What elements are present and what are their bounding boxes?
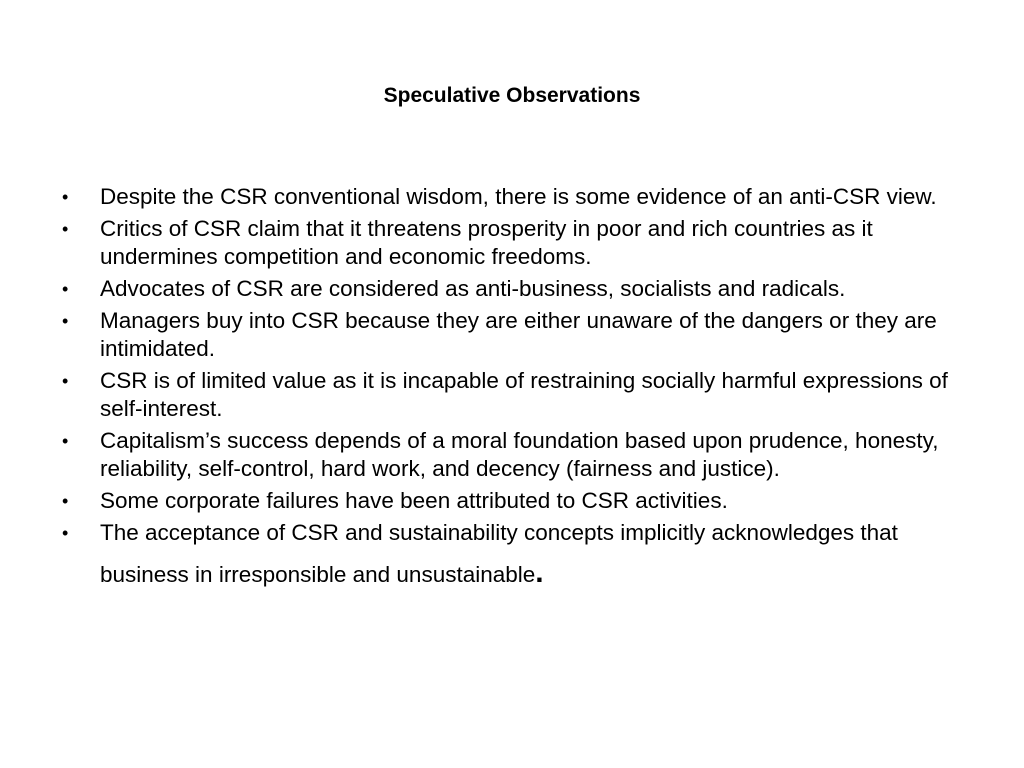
bullet-icon: • xyxy=(62,279,69,299)
bullet-text: Some corporate failures have been attributed to CSR activities. xyxy=(100,488,728,513)
bullet-text: CSR is of limited value as it is incapable of restraining socially harmful expressions of self-interest. xyxy=(100,368,948,421)
list-item xyxy=(60,367,970,423)
list-item xyxy=(60,275,970,303)
bullet-text-last xyxy=(100,513,970,595)
bullet-text: Advocates of CSR are considered as anti-business, socialists and radicals. xyxy=(100,276,846,301)
bullet-text: Managers buy into CSR because they are either unaware of the dangers or they are intimidated. xyxy=(100,308,937,361)
bullet-text: Capitalism’s success depends of a moral foundation based upon prudence, honesty, reliability, self-control, hard work, and decency (fairness and justice). xyxy=(100,428,939,481)
bullet-icon: • xyxy=(62,491,69,511)
slide-title: Speculative Observations xyxy=(383,84,641,107)
bullet-icon: • xyxy=(62,311,69,331)
bullet-icon: • xyxy=(62,219,69,239)
bullet-text-last-body: The acceptance of CSR and sustainability concepts implicitly acknowledges that business in irresponsible and unsustainable xyxy=(100,520,898,587)
list-item xyxy=(60,215,970,271)
bullet-icon: • xyxy=(62,431,69,451)
bullet-list xyxy=(60,183,970,599)
bullet-icon: • xyxy=(62,187,69,207)
bullet-text: Despite the CSR conventional wisdom, there is some evidence of an anti-CSR view. xyxy=(100,184,937,209)
bullet-icon: • xyxy=(62,371,69,391)
bullet-icon: • xyxy=(62,523,69,543)
bullet-text-period: . xyxy=(535,556,544,589)
list-item xyxy=(60,487,970,515)
list-item xyxy=(60,183,970,211)
list-item xyxy=(60,519,970,595)
list-item xyxy=(60,427,970,483)
bullet-text: Critics of CSR claim that it threatens prosperity in poor and rich countries as it undermines competition and economic freedoms. xyxy=(100,216,873,269)
list-item xyxy=(60,307,970,363)
